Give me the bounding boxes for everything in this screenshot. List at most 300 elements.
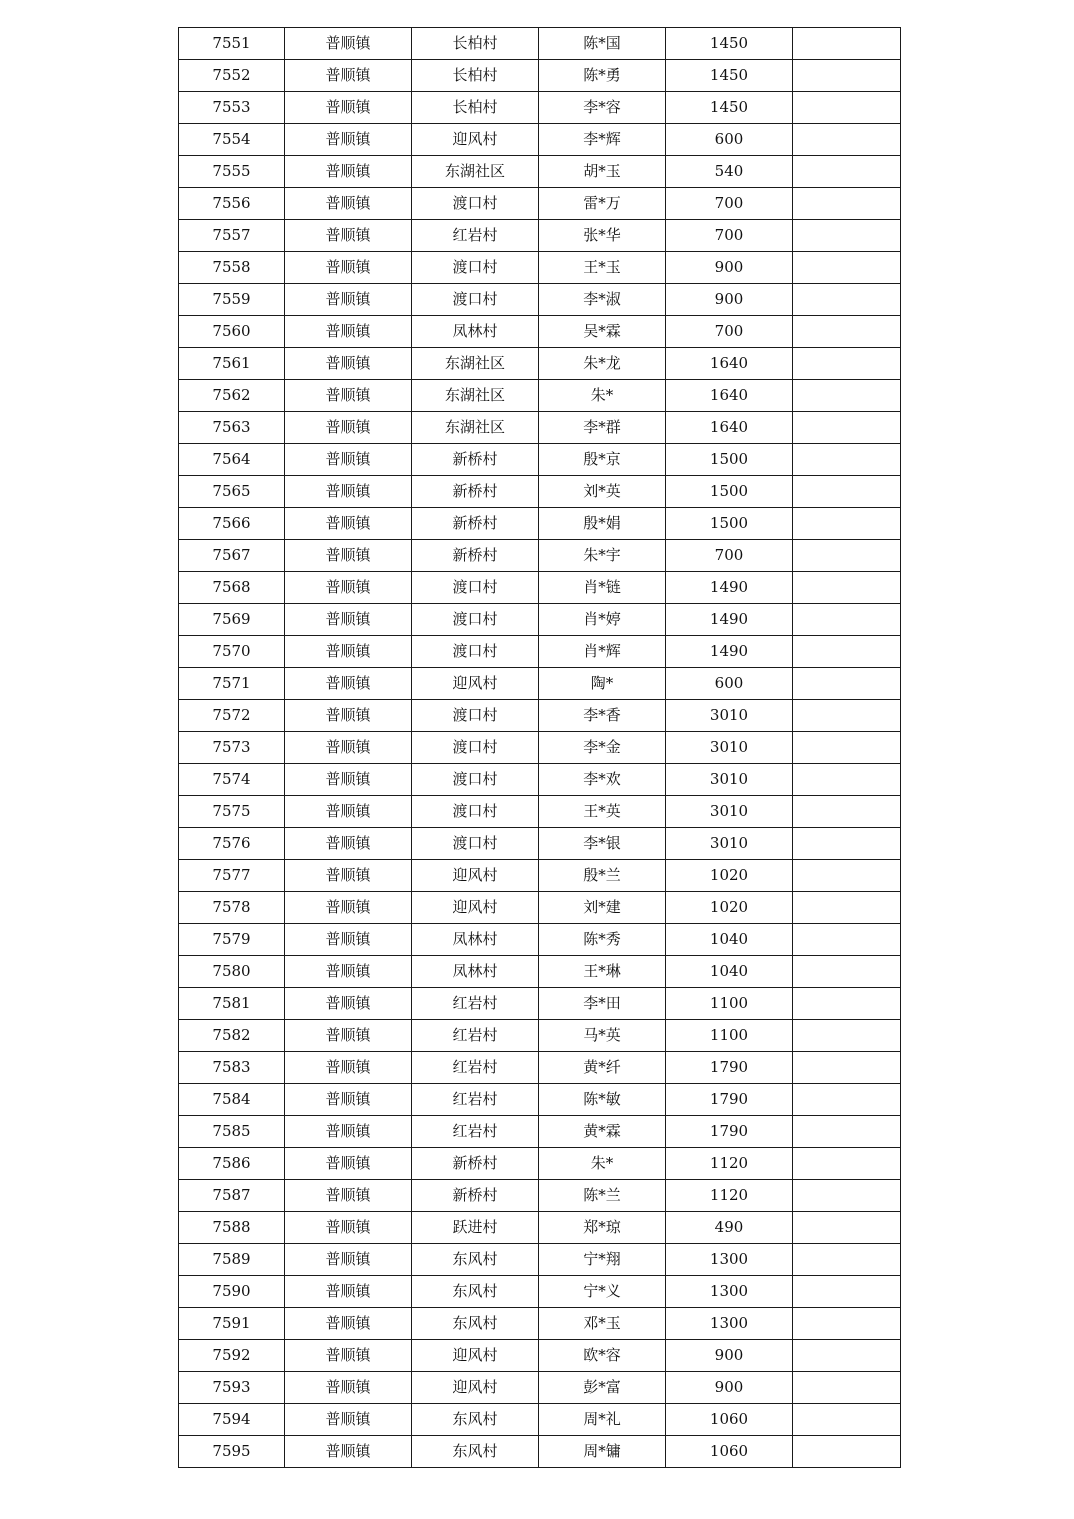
note-cell xyxy=(793,124,901,156)
town-cell: 普顺镇 xyxy=(285,1436,412,1468)
note-cell xyxy=(793,1372,901,1404)
note-cell xyxy=(793,1180,901,1212)
note-cell xyxy=(793,508,901,540)
row-number-cell: 7592 xyxy=(179,1340,285,1372)
amount-cell: 1790 xyxy=(666,1052,793,1084)
amount-cell: 700 xyxy=(666,188,793,220)
person-name-cell: 宁*翔 xyxy=(539,1244,666,1276)
amount-cell: 700 xyxy=(666,220,793,252)
person-name-cell: 胡*玉 xyxy=(539,156,666,188)
note-cell xyxy=(793,92,901,124)
village-cell: 渡口村 xyxy=(412,764,539,796)
row-number-cell: 7573 xyxy=(179,732,285,764)
note-cell xyxy=(793,604,901,636)
table-body xyxy=(179,28,901,1468)
person-name-cell: 肖*婷 xyxy=(539,604,666,636)
village-cell: 迎风村 xyxy=(412,1372,539,1404)
row-number-cell: 7570 xyxy=(179,636,285,668)
row-number-cell: 7554 xyxy=(179,124,285,156)
person-name-cell: 陈*勇 xyxy=(539,60,666,92)
village-cell: 渡口村 xyxy=(412,700,539,732)
table-row xyxy=(179,1340,901,1372)
person-name-cell: 李*容 xyxy=(539,92,666,124)
row-number-cell: 7551 xyxy=(179,28,285,60)
table-row xyxy=(179,604,901,636)
person-name-cell: 李*辉 xyxy=(539,124,666,156)
row-number-cell: 7577 xyxy=(179,860,285,892)
village-cell: 迎风村 xyxy=(412,668,539,700)
town-cell: 普顺镇 xyxy=(285,1020,412,1052)
table-row xyxy=(179,508,901,540)
person-name-cell: 李*金 xyxy=(539,732,666,764)
row-number-cell: 7566 xyxy=(179,508,285,540)
document-page xyxy=(178,27,901,1468)
table-row xyxy=(179,60,901,92)
village-cell: 渡口村 xyxy=(412,604,539,636)
person-name-cell: 肖*链 xyxy=(539,572,666,604)
note-cell xyxy=(793,316,901,348)
town-cell: 普顺镇 xyxy=(285,572,412,604)
row-number-cell: 7561 xyxy=(179,348,285,380)
table-row xyxy=(179,828,901,860)
table-row xyxy=(179,1084,901,1116)
table-row xyxy=(179,92,901,124)
note-cell xyxy=(793,860,901,892)
amount-cell: 1500 xyxy=(666,508,793,540)
village-cell: 红岩村 xyxy=(412,1020,539,1052)
person-name-cell: 欧*容 xyxy=(539,1340,666,1372)
village-cell: 迎风村 xyxy=(412,124,539,156)
person-name-cell: 刘*英 xyxy=(539,476,666,508)
town-cell: 普顺镇 xyxy=(285,1212,412,1244)
note-cell xyxy=(793,220,901,252)
amount-cell: 1640 xyxy=(666,380,793,412)
amount-cell: 1490 xyxy=(666,572,793,604)
amount-cell: 1790 xyxy=(666,1116,793,1148)
village-cell: 迎风村 xyxy=(412,860,539,892)
village-cell: 跃进村 xyxy=(412,1212,539,1244)
town-cell: 普顺镇 xyxy=(285,892,412,924)
amount-cell: 1040 xyxy=(666,924,793,956)
town-cell: 普顺镇 xyxy=(285,1148,412,1180)
amount-cell: 3010 xyxy=(666,796,793,828)
amount-cell: 1020 xyxy=(666,892,793,924)
village-cell: 渡口村 xyxy=(412,572,539,604)
person-name-cell: 马*英 xyxy=(539,1020,666,1052)
table-row xyxy=(179,796,901,828)
town-cell: 普顺镇 xyxy=(285,668,412,700)
table-row xyxy=(179,1404,901,1436)
amount-cell: 1020 xyxy=(666,860,793,892)
note-cell xyxy=(793,988,901,1020)
row-number-cell: 7560 xyxy=(179,316,285,348)
amount-cell: 1300 xyxy=(666,1276,793,1308)
table-row xyxy=(179,412,901,444)
amount-cell: 3010 xyxy=(666,764,793,796)
village-cell: 红岩村 xyxy=(412,1052,539,1084)
town-cell: 普顺镇 xyxy=(285,60,412,92)
town-cell: 普顺镇 xyxy=(285,380,412,412)
note-cell xyxy=(793,700,901,732)
town-cell: 普顺镇 xyxy=(285,732,412,764)
town-cell: 普顺镇 xyxy=(285,156,412,188)
town-cell: 普顺镇 xyxy=(285,956,412,988)
person-name-cell: 黄*纤 xyxy=(539,1052,666,1084)
person-name-cell: 李*香 xyxy=(539,700,666,732)
table-row xyxy=(179,380,901,412)
table-row xyxy=(179,1052,901,1084)
amount-cell: 900 xyxy=(666,284,793,316)
village-cell: 红岩村 xyxy=(412,988,539,1020)
village-cell: 渡口村 xyxy=(412,732,539,764)
note-cell xyxy=(793,1308,901,1340)
amount-cell: 600 xyxy=(666,124,793,156)
amount-cell: 490 xyxy=(666,1212,793,1244)
note-cell xyxy=(793,1212,901,1244)
row-number-cell: 7552 xyxy=(179,60,285,92)
person-name-cell: 朱*宇 xyxy=(539,540,666,572)
table-row xyxy=(179,316,901,348)
town-cell: 普顺镇 xyxy=(285,316,412,348)
row-number-cell: 7578 xyxy=(179,892,285,924)
person-name-cell: 肖*辉 xyxy=(539,636,666,668)
amount-cell: 900 xyxy=(666,1372,793,1404)
town-cell: 普顺镇 xyxy=(285,92,412,124)
note-cell xyxy=(793,1244,901,1276)
town-cell: 普顺镇 xyxy=(285,188,412,220)
row-number-cell: 7583 xyxy=(179,1052,285,1084)
table-row xyxy=(179,1212,901,1244)
row-number-cell: 7595 xyxy=(179,1436,285,1468)
village-cell: 红岩村 xyxy=(412,1084,539,1116)
town-cell: 普顺镇 xyxy=(285,924,412,956)
table-row xyxy=(179,1372,901,1404)
row-number-cell: 7558 xyxy=(179,252,285,284)
village-cell: 渡口村 xyxy=(412,796,539,828)
village-cell: 新桥村 xyxy=(412,508,539,540)
village-cell: 长柏村 xyxy=(412,92,539,124)
town-cell: 普顺镇 xyxy=(285,796,412,828)
amount-cell: 1490 xyxy=(666,636,793,668)
note-cell xyxy=(793,188,901,220)
amount-cell: 900 xyxy=(666,252,793,284)
town-cell: 普顺镇 xyxy=(285,1244,412,1276)
amount-cell: 1450 xyxy=(666,28,793,60)
table-row xyxy=(179,764,901,796)
row-number-cell: 7557 xyxy=(179,220,285,252)
village-cell: 东湖社区 xyxy=(412,156,539,188)
note-cell xyxy=(793,1436,901,1468)
amount-cell: 1300 xyxy=(666,1244,793,1276)
note-cell xyxy=(793,572,901,604)
note-cell xyxy=(793,1084,901,1116)
row-number-cell: 7580 xyxy=(179,956,285,988)
table-row xyxy=(179,1244,901,1276)
village-cell: 新桥村 xyxy=(412,540,539,572)
town-cell: 普顺镇 xyxy=(285,540,412,572)
person-name-cell: 陈*秀 xyxy=(539,924,666,956)
amount-cell: 1490 xyxy=(666,604,793,636)
table-row xyxy=(179,636,901,668)
amount-cell: 1100 xyxy=(666,988,793,1020)
town-cell: 普顺镇 xyxy=(285,508,412,540)
note-cell xyxy=(793,28,901,60)
row-number-cell: 7591 xyxy=(179,1308,285,1340)
amount-cell: 700 xyxy=(666,540,793,572)
note-cell xyxy=(793,60,901,92)
note-cell xyxy=(793,1116,901,1148)
village-cell: 凤林村 xyxy=(412,924,539,956)
person-name-cell: 殷*娟 xyxy=(539,508,666,540)
amount-cell: 900 xyxy=(666,1340,793,1372)
table-row xyxy=(179,956,901,988)
town-cell: 普顺镇 xyxy=(285,860,412,892)
note-cell xyxy=(793,668,901,700)
amount-cell: 3010 xyxy=(666,732,793,764)
row-number-cell: 7568 xyxy=(179,572,285,604)
note-cell xyxy=(793,1340,901,1372)
person-name-cell: 陈*国 xyxy=(539,28,666,60)
row-number-cell: 7576 xyxy=(179,828,285,860)
row-number-cell: 7572 xyxy=(179,700,285,732)
amount-cell: 540 xyxy=(666,156,793,188)
amount-cell: 1300 xyxy=(666,1308,793,1340)
table-row xyxy=(179,668,901,700)
town-cell: 普顺镇 xyxy=(285,252,412,284)
town-cell: 普顺镇 xyxy=(285,636,412,668)
table-row xyxy=(179,124,901,156)
person-name-cell: 吴*霖 xyxy=(539,316,666,348)
table-row xyxy=(179,1180,901,1212)
note-cell xyxy=(793,892,901,924)
amount-cell: 3010 xyxy=(666,828,793,860)
amount-cell: 1450 xyxy=(666,92,793,124)
person-name-cell: 王*玉 xyxy=(539,252,666,284)
note-cell xyxy=(793,284,901,316)
row-number-cell: 7565 xyxy=(179,476,285,508)
village-cell: 东风村 xyxy=(412,1308,539,1340)
row-number-cell: 7579 xyxy=(179,924,285,956)
row-number-cell: 7571 xyxy=(179,668,285,700)
row-number-cell: 7587 xyxy=(179,1180,285,1212)
amount-cell: 1060 xyxy=(666,1404,793,1436)
row-number-cell: 7582 xyxy=(179,1020,285,1052)
table-row xyxy=(179,988,901,1020)
amount-cell: 600 xyxy=(666,668,793,700)
data-table xyxy=(178,27,901,1468)
person-name-cell: 周*镛 xyxy=(539,1436,666,1468)
town-cell: 普顺镇 xyxy=(285,1084,412,1116)
town-cell: 普顺镇 xyxy=(285,476,412,508)
town-cell: 普顺镇 xyxy=(285,988,412,1020)
person-name-cell: 李*欢 xyxy=(539,764,666,796)
table-row xyxy=(179,1116,901,1148)
table-row xyxy=(179,572,901,604)
person-name-cell: 李*群 xyxy=(539,412,666,444)
table-row xyxy=(179,156,901,188)
row-number-cell: 7555 xyxy=(179,156,285,188)
town-cell: 普顺镇 xyxy=(285,1340,412,1372)
amount-cell: 1500 xyxy=(666,476,793,508)
town-cell: 普顺镇 xyxy=(285,828,412,860)
town-cell: 普顺镇 xyxy=(285,700,412,732)
amount-cell: 3010 xyxy=(666,700,793,732)
table-row xyxy=(179,1308,901,1340)
village-cell: 东风村 xyxy=(412,1436,539,1468)
amount-cell: 1120 xyxy=(666,1180,793,1212)
person-name-cell: 刘*建 xyxy=(539,892,666,924)
village-cell: 红岩村 xyxy=(412,1116,539,1148)
table-row xyxy=(179,252,901,284)
table-row xyxy=(179,732,901,764)
town-cell: 普顺镇 xyxy=(285,1180,412,1212)
row-number-cell: 7559 xyxy=(179,284,285,316)
table-row xyxy=(179,28,901,60)
person-name-cell: 邓*玉 xyxy=(539,1308,666,1340)
row-number-cell: 7563 xyxy=(179,412,285,444)
row-number-cell: 7593 xyxy=(179,1372,285,1404)
village-cell: 东湖社区 xyxy=(412,380,539,412)
person-name-cell: 黄*霖 xyxy=(539,1116,666,1148)
note-cell xyxy=(793,732,901,764)
row-number-cell: 7575 xyxy=(179,796,285,828)
village-cell: 迎风村 xyxy=(412,1340,539,1372)
person-name-cell: 彭*富 xyxy=(539,1372,666,1404)
town-cell: 普顺镇 xyxy=(285,1116,412,1148)
note-cell xyxy=(793,156,901,188)
village-cell: 新桥村 xyxy=(412,1148,539,1180)
row-number-cell: 7584 xyxy=(179,1084,285,1116)
row-number-cell: 7556 xyxy=(179,188,285,220)
amount-cell: 1060 xyxy=(666,1436,793,1468)
note-cell xyxy=(793,828,901,860)
note-cell xyxy=(793,956,901,988)
note-cell xyxy=(793,764,901,796)
table-row xyxy=(179,284,901,316)
town-cell: 普顺镇 xyxy=(285,1372,412,1404)
town-cell: 普顺镇 xyxy=(285,764,412,796)
person-name-cell: 朱* xyxy=(539,1148,666,1180)
town-cell: 普顺镇 xyxy=(285,348,412,380)
village-cell: 长柏村 xyxy=(412,60,539,92)
village-cell: 东风村 xyxy=(412,1244,539,1276)
row-number-cell: 7574 xyxy=(179,764,285,796)
person-name-cell: 朱* xyxy=(539,380,666,412)
village-cell: 渡口村 xyxy=(412,188,539,220)
amount-cell: 1450 xyxy=(666,60,793,92)
person-name-cell: 周*礼 xyxy=(539,1404,666,1436)
town-cell: 普顺镇 xyxy=(285,1404,412,1436)
person-name-cell: 张*华 xyxy=(539,220,666,252)
amount-cell: 1040 xyxy=(666,956,793,988)
table-row xyxy=(179,188,901,220)
note-cell xyxy=(793,1020,901,1052)
town-cell: 普顺镇 xyxy=(285,220,412,252)
person-name-cell: 宁*义 xyxy=(539,1276,666,1308)
note-cell xyxy=(793,924,901,956)
row-number-cell: 7589 xyxy=(179,1244,285,1276)
row-number-cell: 7569 xyxy=(179,604,285,636)
village-cell: 渡口村 xyxy=(412,636,539,668)
table-row xyxy=(179,1020,901,1052)
table-row xyxy=(179,700,901,732)
amount-cell: 1640 xyxy=(666,412,793,444)
note-cell xyxy=(793,796,901,828)
table-row xyxy=(179,1436,901,1468)
person-name-cell: 陈*敏 xyxy=(539,1084,666,1116)
town-cell: 普顺镇 xyxy=(285,28,412,60)
person-name-cell: 雷*万 xyxy=(539,188,666,220)
person-name-cell: 李*银 xyxy=(539,828,666,860)
town-cell: 普顺镇 xyxy=(285,604,412,636)
person-name-cell: 李*淑 xyxy=(539,284,666,316)
amount-cell: 1100 xyxy=(666,1020,793,1052)
amount-cell: 1790 xyxy=(666,1084,793,1116)
note-cell xyxy=(793,1276,901,1308)
village-cell: 渡口村 xyxy=(412,284,539,316)
note-cell xyxy=(793,1404,901,1436)
table-row xyxy=(179,924,901,956)
note-cell xyxy=(793,1052,901,1084)
person-name-cell: 王*琳 xyxy=(539,956,666,988)
village-cell: 东湖社区 xyxy=(412,412,539,444)
person-name-cell: 陶* xyxy=(539,668,666,700)
town-cell: 普顺镇 xyxy=(285,284,412,316)
person-name-cell: 陈*兰 xyxy=(539,1180,666,1212)
row-number-cell: 7567 xyxy=(179,540,285,572)
village-cell: 东风村 xyxy=(412,1276,539,1308)
note-cell xyxy=(793,476,901,508)
person-name-cell: 王*英 xyxy=(539,796,666,828)
table-row xyxy=(179,860,901,892)
person-name-cell: 殷*京 xyxy=(539,444,666,476)
table-row xyxy=(179,1276,901,1308)
table-row xyxy=(179,220,901,252)
table-row xyxy=(179,348,901,380)
row-number-cell: 7594 xyxy=(179,1404,285,1436)
row-number-cell: 7581 xyxy=(179,988,285,1020)
amount-cell: 1120 xyxy=(666,1148,793,1180)
town-cell: 普顺镇 xyxy=(285,124,412,156)
town-cell: 普顺镇 xyxy=(285,1276,412,1308)
note-cell xyxy=(793,540,901,572)
note-cell xyxy=(793,412,901,444)
note-cell xyxy=(793,636,901,668)
row-number-cell: 7562 xyxy=(179,380,285,412)
village-cell: 红岩村 xyxy=(412,220,539,252)
village-cell: 新桥村 xyxy=(412,444,539,476)
amount-cell: 1640 xyxy=(666,348,793,380)
note-cell xyxy=(793,252,901,284)
row-number-cell: 7588 xyxy=(179,1212,285,1244)
village-cell: 新桥村 xyxy=(412,1180,539,1212)
village-cell: 渡口村 xyxy=(412,252,539,284)
row-number-cell: 7585 xyxy=(179,1116,285,1148)
table-row xyxy=(179,476,901,508)
row-number-cell: 7586 xyxy=(179,1148,285,1180)
row-number-cell: 7553 xyxy=(179,92,285,124)
person-name-cell: 朱*龙 xyxy=(539,348,666,380)
village-cell: 东湖社区 xyxy=(412,348,539,380)
amount-cell: 700 xyxy=(666,316,793,348)
person-name-cell: 李*田 xyxy=(539,988,666,1020)
row-number-cell: 7590 xyxy=(179,1276,285,1308)
row-number-cell: 7564 xyxy=(179,444,285,476)
person-name-cell: 殷*兰 xyxy=(539,860,666,892)
town-cell: 普顺镇 xyxy=(285,412,412,444)
amount-cell: 1500 xyxy=(666,444,793,476)
town-cell: 普顺镇 xyxy=(285,444,412,476)
